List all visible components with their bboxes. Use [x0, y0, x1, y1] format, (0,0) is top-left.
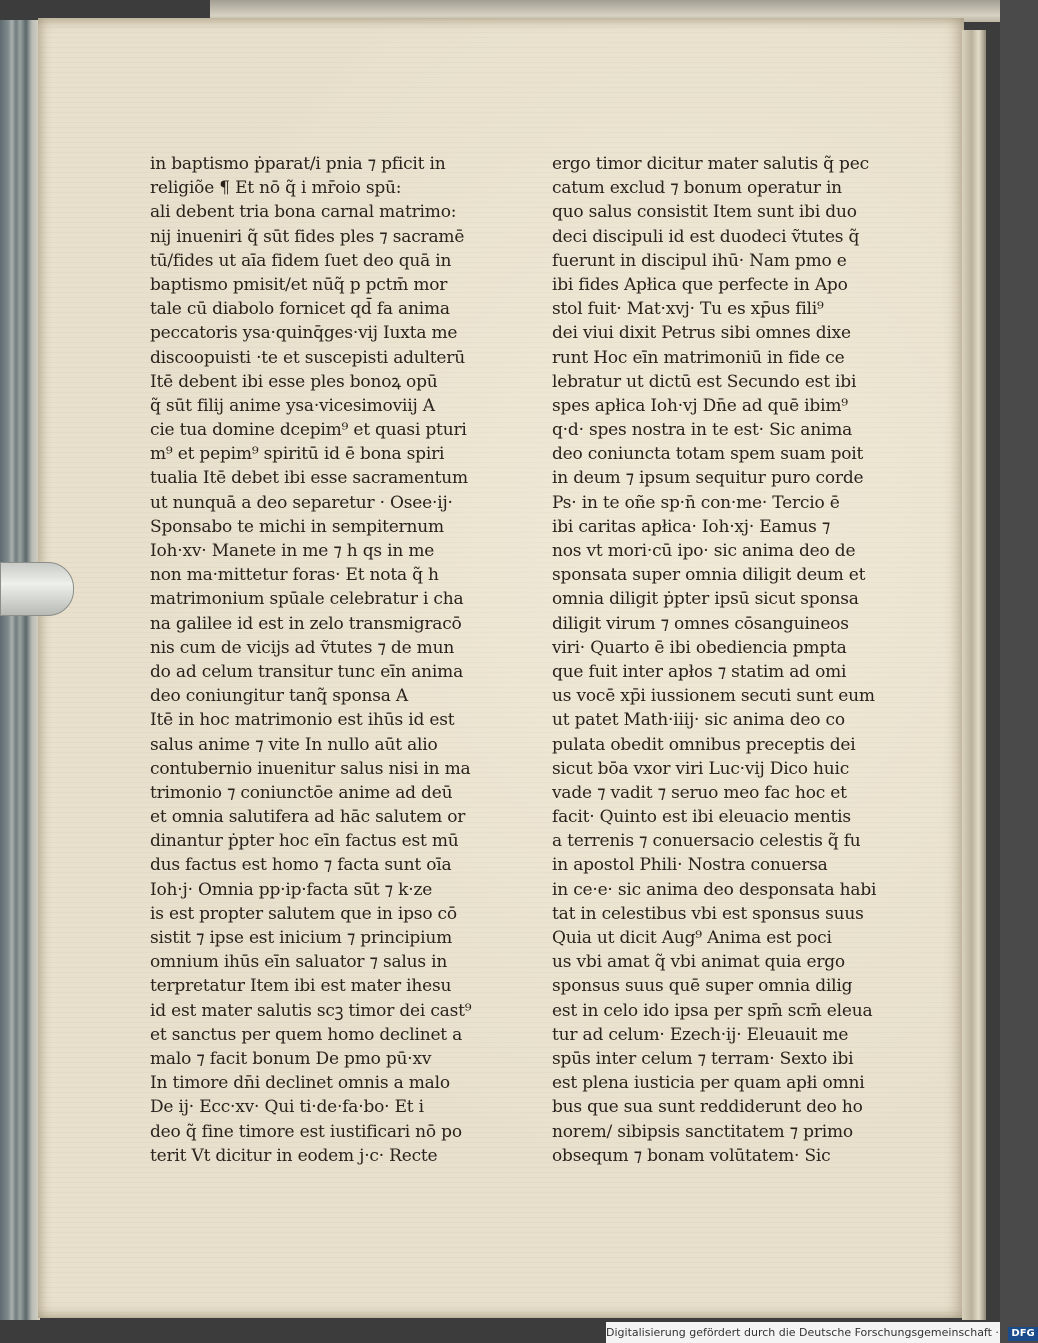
text-line: discoopuisti ·te et suscepisti adulterū	[150, 347, 465, 368]
text-line: vade ⁊ vadit ⁊ seruo meo fac hoc et	[552, 782, 847, 803]
text-line: ibi fides Apłica que perfecte in Apo	[552, 274, 848, 295]
text-line: est plena iusticia per quam apłi omni	[552, 1073, 865, 1094]
text-line: do ad celum transitur tunc eīn anima	[150, 661, 464, 682]
text-line: terit Vt dicitur in eodem j·c· Recte	[150, 1145, 438, 1166]
text-line: diligit virum ⁊ omnes cōsanguineos	[552, 613, 849, 634]
text-line: malo ⁊ facit bonum De pmo pū·xv	[150, 1048, 432, 1069]
text-line: pulata obedit omnibus preceptis dei	[552, 734, 856, 755]
text-line: que fuit inter apłos ⁊ statim ad omi	[552, 661, 847, 682]
text-line: ibi caritas apłica· Ioh·xj· Eamus ⁊	[552, 516, 831, 537]
text-line: na galilee id est in zelo transmigracō	[150, 613, 462, 634]
text-line: in baptismo ṗparat/i pnia ⁊ pficit in	[150, 154, 446, 174]
text-line: in ce·e· sic anima deo desponsata habi	[552, 879, 877, 900]
page-clip	[0, 562, 74, 616]
text-line: tū/fides ut aīa fidem ſuet deo quā in	[150, 250, 452, 271]
funding-footer	[606, 1322, 1035, 1343]
text-line: ali debent tria bona carnal matrimo:	[150, 202, 457, 223]
text-line: bus que sua sunt reddiderunt deo ho	[552, 1097, 863, 1118]
text-line: a terrenis ⁊ conuersacio celestis q̃ fu	[552, 831, 861, 852]
text-line: stol fuit· Mat·xvj· Tu es xp̄us fili⁹	[552, 299, 824, 320]
text-line: spes apłica Ioh·vj Dn̄e ad quē ibim⁹	[552, 395, 848, 416]
text-line: tur ad celum· Ezech·ij· Eleuauit me	[552, 1024, 849, 1045]
footer-text: Digitalisierung gefördert durch die Deutsche Forschungsgemeinschaft ·	[606, 1326, 999, 1339]
text-line: ergo timor dicitur mater salutis q̃ pec	[552, 154, 869, 174]
text-line: omnia diligit ṗpter ipsū sicut sponsa	[552, 589, 859, 610]
text-line: In timore dn̄i declinet omnis a malo	[150, 1073, 450, 1094]
text-line: Ioh·xv· Manete in me ⁊ h qs in me	[150, 541, 435, 561]
text-line: et omnia salutifera ad hāc salutem or	[150, 807, 466, 828]
text-line: is est propter salutem que in ipso cō	[150, 903, 457, 924]
text-line: Ps· in te oñe sp·n̄ con·me· Tercio ē	[552, 492, 840, 513]
text-line: dus factus est homo ⁊ facta sunt oīa	[150, 855, 452, 876]
text-line: peccatoris ysa·quinq̄ges·vij Iuxta me	[150, 323, 458, 344]
text-line: obsequm ⁊ bonam volūtatem· Sic	[552, 1145, 831, 1166]
text-line: q·d· spes nostra in te est· Sic anima	[552, 420, 853, 441]
text-line: us vbi amat q̃ vbi animat quia ergo	[552, 952, 845, 973]
left-text-column	[150, 152, 480, 1168]
text-line: nij inueniri q̃ sūt fides ples ⁊ sacramē	[150, 226, 465, 247]
text-line: runt Hoc eīn matrimoniū in fide ce	[552, 347, 845, 368]
text-line: deci discipuli id est duodeci ṽtutes q̃	[552, 226, 860, 247]
text-line: dinantur ṗpter hoc eīn factus est mū	[150, 831, 459, 852]
page-stack-edge	[0, 20, 40, 1320]
text-line: non ma·mittetur foras· Et nota q̃ h	[150, 565, 439, 586]
text-line: est in celo ido ipsa per spm̄ scm̄ eleua	[552, 1000, 873, 1021]
dfg-logo: DFG	[1008, 1327, 1037, 1341]
text-line: spūs inter celum ⁊ terram· Sexto ibi	[552, 1048, 854, 1069]
text-line: norem/ sibipsis sanctitatem ⁊ primo	[552, 1121, 853, 1142]
text-line: in deum ⁊ ipsum sequitur puro corde	[552, 468, 864, 489]
text-line: nos vt mori·cū ipo· sic anima deo de	[552, 541, 856, 561]
text-line: lebratur ut dictū est Secundo est ibi	[552, 371, 857, 392]
text-line: tale cū diabolo fornicet qd̄ fa anima	[150, 299, 450, 320]
text-line: Itē in hoc matrimonio est ihūs id est	[150, 710, 455, 731]
text-line: tualia Itē debet ibi esse sacramentum	[150, 468, 468, 489]
text-line: trimonio ⁊ coniunctōe anime ad deū	[150, 782, 453, 803]
text-line: nis cum de vicijs ad ṽtutes ⁊ de mun	[150, 637, 455, 658]
text-line: Sponsabo te michi in sempiternum	[150, 516, 444, 537]
text-line: cie tua domine dcepim⁹ et quasi pturi	[150, 420, 467, 441]
text-line: salus anime ⁊ vite In nullo aūt alio	[150, 734, 438, 755]
text-line: Quia ut dicit Aug⁹ Anima est poci	[552, 928, 832, 948]
text-line: sistit ⁊ ipse est inicium ⁊ principium	[150, 928, 453, 948]
text-line: quo salus consistit Item sunt ibi duo	[552, 202, 857, 223]
text-line: id est mater salutis scꝫ timor dei cast⁹	[150, 1000, 472, 1021]
text-line: in apostol Phili· Nostra conuersa	[552, 855, 828, 876]
text-line: matrimonium spūale celebratur i cha	[150, 589, 464, 610]
text-line: fuerunt in discipul ihū· Nam pmo e	[552, 250, 847, 271]
text-line: ut nunquā a deo separetur · Osee·ij·	[150, 492, 453, 513]
text-line: et sanctus per quem homo declinet a	[150, 1024, 463, 1045]
text-line: deo coniuncta totam spem suam poit	[552, 444, 864, 465]
text-line: tat in celestibus vbi est sponsus suus	[552, 903, 864, 924]
text-line: Itē debent ibi esse ples bonoꝝ opū	[150, 371, 438, 392]
right-text-column	[552, 152, 892, 1168]
text-line: De ij· Ecc·xv· Qui ti·de·fa·bo· Et i	[150, 1097, 424, 1118]
text-line: dei viui dixit Petrus sibi omnes dixe	[552, 323, 851, 344]
text-line: sicut bōa vxor viri Luc·vij Dico huic	[552, 758, 850, 779]
text-line: deo coniungitur tanq̃ sponsa A	[150, 686, 408, 707]
text-line: sponsata super omnia diligit deum et	[552, 565, 866, 586]
text-line: ut patet Math·iiij· sic anima deo co	[552, 710, 845, 731]
text-line: baptismo pmisit/et nūq̃ p pctm̄ mor	[150, 274, 448, 295]
text-line: omnium ihūs eīn saluator ⁊ salus in	[150, 952, 448, 973]
text-line: religiõe ¶ Et nō q̃ i mr̄oio spū:	[150, 178, 402, 199]
text-line: m⁹ et pepim⁹ spiritū id ē bona spiri	[150, 444, 445, 465]
text-line: viri· Quarto ē ibi obediencia pmpta	[552, 637, 847, 658]
text-line: terpretatur Item ibi est mater ihesu	[150, 976, 452, 997]
text-line: Ioh·j· Omnia pp·ip·facta sūt ⁊ k·ze	[150, 879, 433, 900]
text-line: deo q̃ fine timore est iustificari nō po	[150, 1121, 462, 1142]
text-line: q̃ sūt filij anime ysa·vicesimoviij A	[150, 395, 435, 416]
text-line: contubernio inuenitur salus nisi in ma	[150, 758, 471, 779]
text-line: sponsus suus quē super omnia dilig	[552, 976, 853, 997]
text-line: facit· Quinto est ibi eleuacio mentis	[552, 807, 851, 828]
binding-gutter	[962, 30, 986, 1320]
text-line: catum exclud ⁊ bonum operatur in	[552, 178, 842, 199]
text-line: us vocē xp̄i iussionem secuti sunt eum	[552, 686, 875, 707]
